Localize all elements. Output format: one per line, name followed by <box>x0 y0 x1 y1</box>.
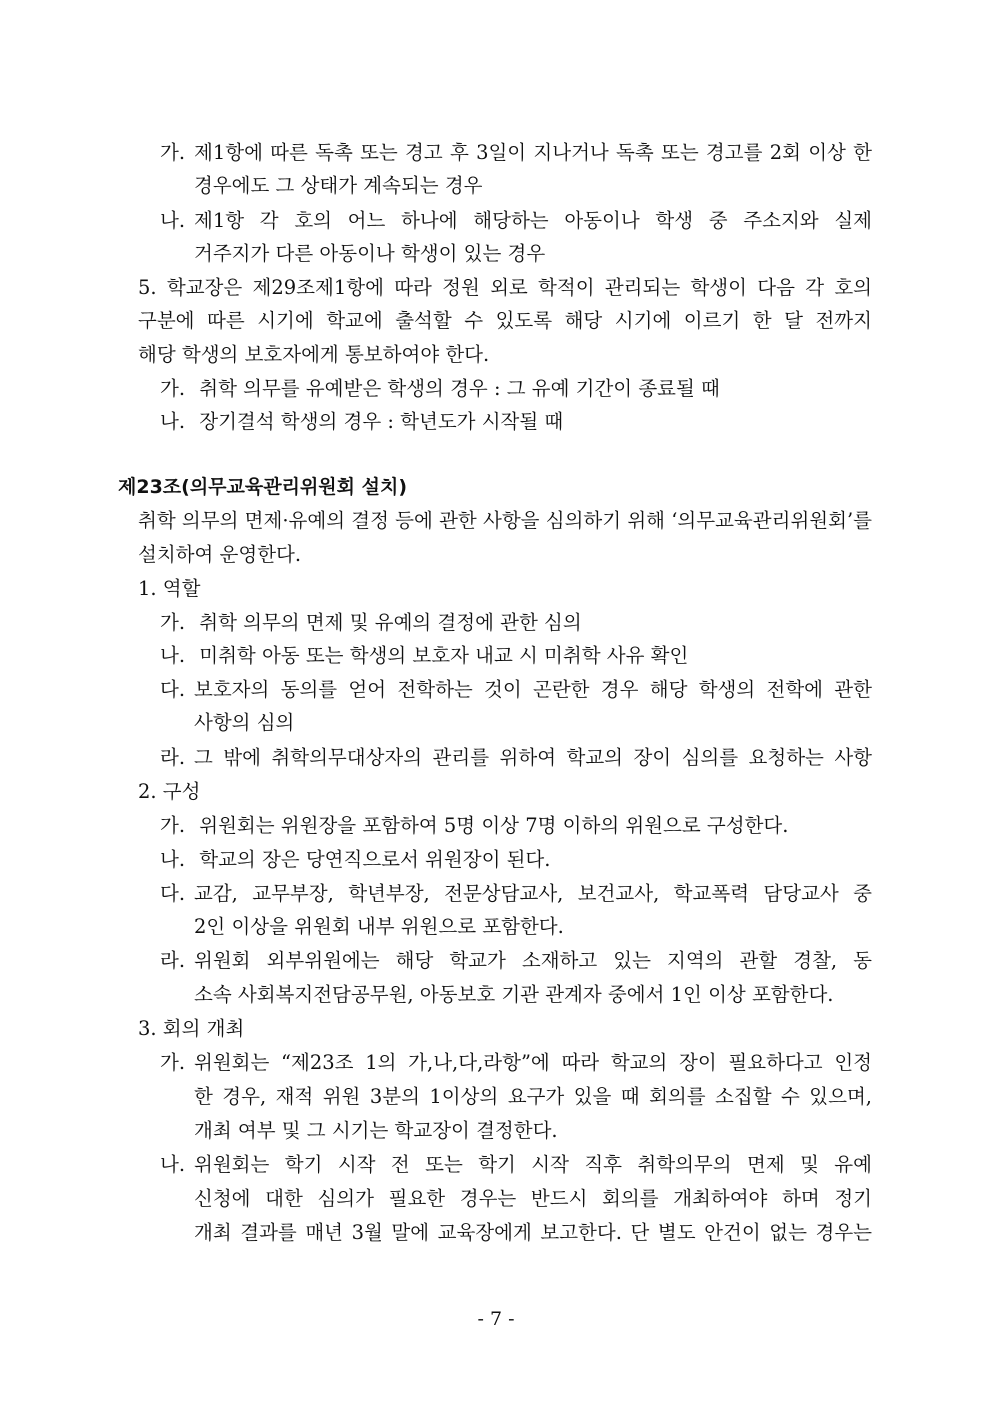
paragraph-line: 신청에 대한 심의가 필요한 경우는 반드시 회의를 개최하여야 하며 정기 <box>194 1187 872 1210</box>
list-item <box>160 946 872 976</box>
item-label: 가. <box>160 814 186 837</box>
list-item <box>160 138 872 168</box>
list-item <box>160 811 788 841</box>
list-item <box>160 675 872 705</box>
paragraph-line: 제1항에 따른 독촉 또는 경고 후 3일이 지나거나 독촉 또는 경고를 2회 이상 한 <box>194 141 872 164</box>
item-label: 나. <box>160 644 186 667</box>
section-label: 2. 구성 <box>138 780 201 803</box>
item-label: 가. <box>160 611 186 634</box>
paragraph-line: 거주지가 다른 아동이나 학생이 있는 경우 <box>194 242 546 265</box>
item-label: 가. <box>160 377 186 400</box>
item-label: 나. <box>160 848 186 871</box>
paragraph-line: 구분에 따른 시기에 학교에 출석할 수 있도록 해당 시기에 이르기 한 달 전까지 <box>138 309 872 332</box>
list-item <box>160 845 550 875</box>
list-item <box>160 608 582 638</box>
paragraph-line: 그 밖에 취학의무대상자의 관리를 위하여 학교의 장이 심의를 요청하는 사항 <box>194 746 872 769</box>
item-label: 나. <box>160 209 186 232</box>
paragraph-line: 취학 의무의 면제·유예의 결정 등에 관한 사항을 심의하기 위해 ‘의무교육관리위원회’를 <box>138 509 872 532</box>
paragraph-line: 보호자의 동의를 얻어 전학하는 것이 곤란한 경우 해당 학생의 전학에 관한 <box>194 678 872 701</box>
paragraph-line: 미취학 아동 또는 학생의 보호자 내교 시 미취학 사유 확인 <box>199 644 689 667</box>
list-item <box>160 206 872 236</box>
paragraph-line: 개최 여부 및 그 시기는 학교장이 결정한다. <box>194 1119 558 1142</box>
list-item <box>160 743 872 773</box>
item-label: 나. <box>160 1153 186 1176</box>
paragraph-line: 소속 사회복지전담공무원, 아동보호 기관 관계자 중에서 1인 이상 포함한다. <box>194 983 834 1006</box>
item-label: 라. <box>160 949 186 972</box>
paragraph-line: 위원회는 위원장을 포함하여 5명 이상 7명 이하의 위원으로 구성한다. <box>199 814 789 837</box>
paragraph-line: 장기결석 학생의 경우 : 학년도가 시작될 때 <box>199 410 564 433</box>
list-item <box>160 1048 872 1078</box>
list-item <box>160 879 872 909</box>
paragraph-line: 위원회 외부위원에는 해당 학교가 소재하고 있는 지역의 관할 경찰, 동 <box>194 949 872 972</box>
item-label: 가. <box>160 1051 186 1074</box>
list-item <box>160 374 720 404</box>
paragraph-line: 사항의 심의 <box>194 711 295 734</box>
list-item <box>160 407 563 437</box>
paragraph-line: 설치하여 운영한다. <box>138 543 302 566</box>
list-item <box>160 641 688 671</box>
paragraph-line: 개최 결과를 매년 3월 말에 교육장에게 보고한다. 단 별도 안건이 없는 경우는 <box>194 1221 872 1244</box>
item-label: 라. <box>160 746 186 769</box>
item-label: 다. <box>160 678 186 701</box>
item-label: 가. <box>160 141 186 164</box>
paragraph-line: 해당 학생의 보호자에게 통보하여야 한다. <box>138 343 490 366</box>
section-label: 1. 역할 <box>138 577 201 600</box>
paragraph-line: 경우에도 그 상태가 계속되는 경우 <box>194 174 483 197</box>
paragraph-line: 취학 의무를 유예받은 학생의 경우 : 그 유예 기간이 종료될 때 <box>199 377 720 400</box>
paragraph-line: 5. 학교장은 제29조제1항에 따라 정원 외로 학적이 관리되는 학생이 다음 각 호의 <box>138 276 872 299</box>
paragraph-line: 교감, 교무부장, 학년부장, 전문상담교사, 보건교사, 학교폭력 담당교사 중 <box>194 882 872 905</box>
paragraph-line: 취학 의무의 면제 및 유예의 결정에 관한 심의 <box>199 611 582 634</box>
list-item <box>160 1150 872 1180</box>
item-label: 나. <box>160 410 186 433</box>
article-heading: 제23조(의무교육관리위원회 설치) <box>118 476 408 498</box>
paragraph-line: 학교의 장은 당연직으로서 위원장이 된다. <box>199 848 551 871</box>
item-label: 다. <box>160 882 186 905</box>
paragraph-line: 위원회는 “제23조 1의 가,나,다,라항”에 따라 학교의 장이 필요하다고 인정 <box>194 1051 872 1074</box>
paragraph-line: 위원회는 학기 시작 전 또는 학기 시작 직후 취학의무의 면제 및 유예 <box>194 1153 872 1176</box>
paragraph-line: 한 경우, 재적 위원 3분의 1이상의 요구가 있을 때 회의를 소집할 수 있으며, <box>194 1085 872 1108</box>
page-number: - 7 - <box>477 1308 515 1330</box>
paragraph-line: 제1항 각 호의 어느 하나에 해당하는 아동이나 학생 중 주소지와 실제 <box>194 209 872 232</box>
section-label: 3. 회의 개최 <box>138 1017 245 1040</box>
paragraph-line: 2인 이상을 위원회 내부 위원으로 포함한다. <box>194 915 564 938</box>
